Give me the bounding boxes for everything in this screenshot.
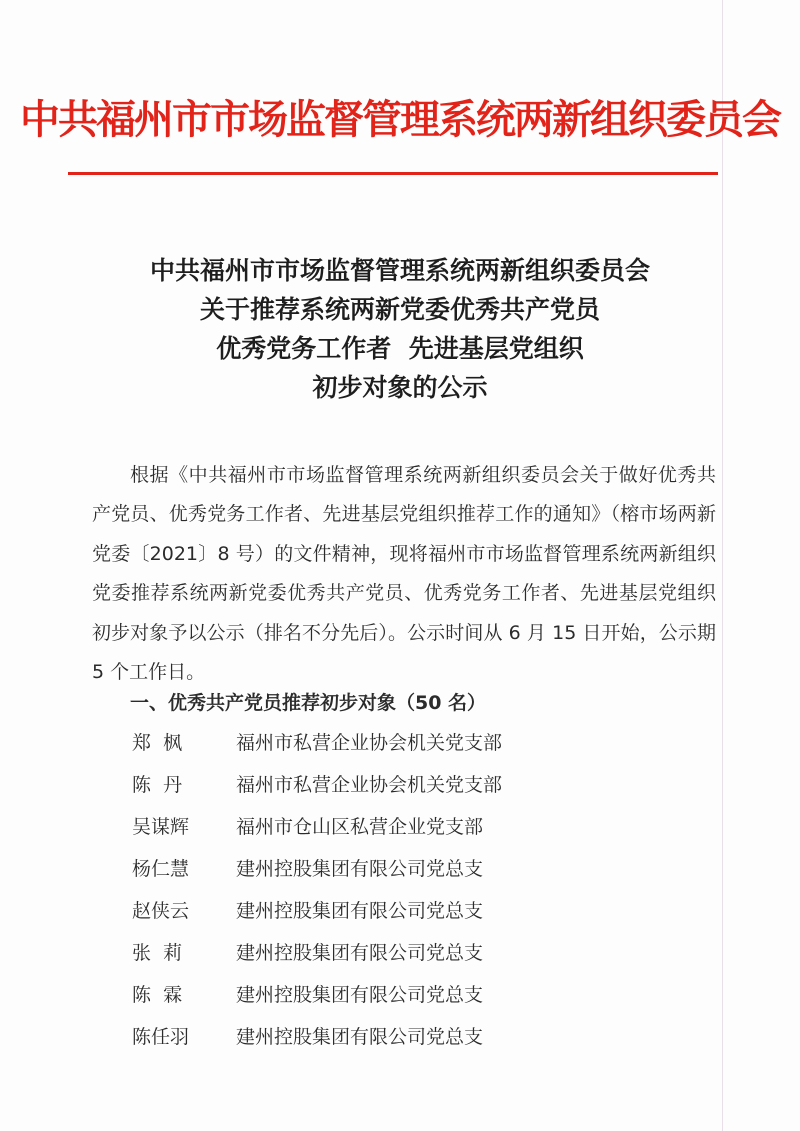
member-org: 建州控股集团有限公司党总支 <box>236 942 484 964</box>
member-name: 赵侠云 <box>132 900 190 922</box>
section-heading: 一、优秀共产党员推荐初步对象（50 名） <box>130 692 487 714</box>
member-org: 福州市仓山区私营企业党支部 <box>236 816 484 838</box>
letterhead-red-rule <box>68 172 718 175</box>
letterhead-title: 中共福州市市场监督管理系统两新组织委员会 <box>20 96 780 143</box>
member-org: 建州控股集团有限公司党总支 <box>236 858 484 880</box>
member-org: 福州市私营企业协会机关党支部 <box>236 774 503 796</box>
title-line-3: 优秀党务工作者 先进基层党组织 <box>216 334 584 363</box>
title-line-2: 关于推荐系统两新党委优秀共产党员 <box>199 295 600 324</box>
list-item <box>132 770 502 812</box>
member-org: 福州市私营企业协会机关党支部 <box>236 732 503 754</box>
member-name: 郑 枫 <box>132 732 183 754</box>
document-title <box>0 251 800 407</box>
member-name: 张 莉 <box>132 942 183 964</box>
list-item <box>132 938 502 980</box>
scan-edge-line <box>722 0 723 1131</box>
member-list <box>132 728 502 1064</box>
list-item <box>132 980 502 1022</box>
member-name: 陈 丹 <box>132 774 183 796</box>
member-name: 吴谋辉 <box>132 816 190 838</box>
member-name: 陈 霖 <box>132 984 183 1006</box>
list-item <box>132 812 502 854</box>
member-name: 陈任羽 <box>132 1026 190 1048</box>
list-item <box>132 1022 502 1064</box>
list-item <box>132 728 502 770</box>
title-line-1: 中共福州市市场监督管理系统两新组织委员会 <box>149 256 650 285</box>
title-line-4: 初步对象的公示 <box>312 373 488 402</box>
member-name: 杨仁慧 <box>132 858 190 880</box>
list-item <box>132 896 502 938</box>
body-paragraph: 根据《中共福州市市场监督管理系统两新组织委员会关于做好优秀共产党员、优秀党务工作者、先进基层党组织推荐工作的通知》（榕市场两新党委〔2021〕8 号）的文件精神，现将福州市市场监督管理系统两新组织党委推荐系统两新党委优秀共产党员、优秀党务工作者、先进基层党组织初步对象予以公示（排名不分先后）。公示时间从 6 月 15 日开始，公示期 5 个工作日。 <box>92 464 716 684</box>
member-org: 建州控股集团有限公司党总支 <box>236 984 484 1006</box>
member-org: 建州控股集团有限公司党总支 <box>236 900 484 922</box>
list-item <box>132 854 502 896</box>
member-org: 建州控股集团有限公司党总支 <box>236 1026 484 1048</box>
